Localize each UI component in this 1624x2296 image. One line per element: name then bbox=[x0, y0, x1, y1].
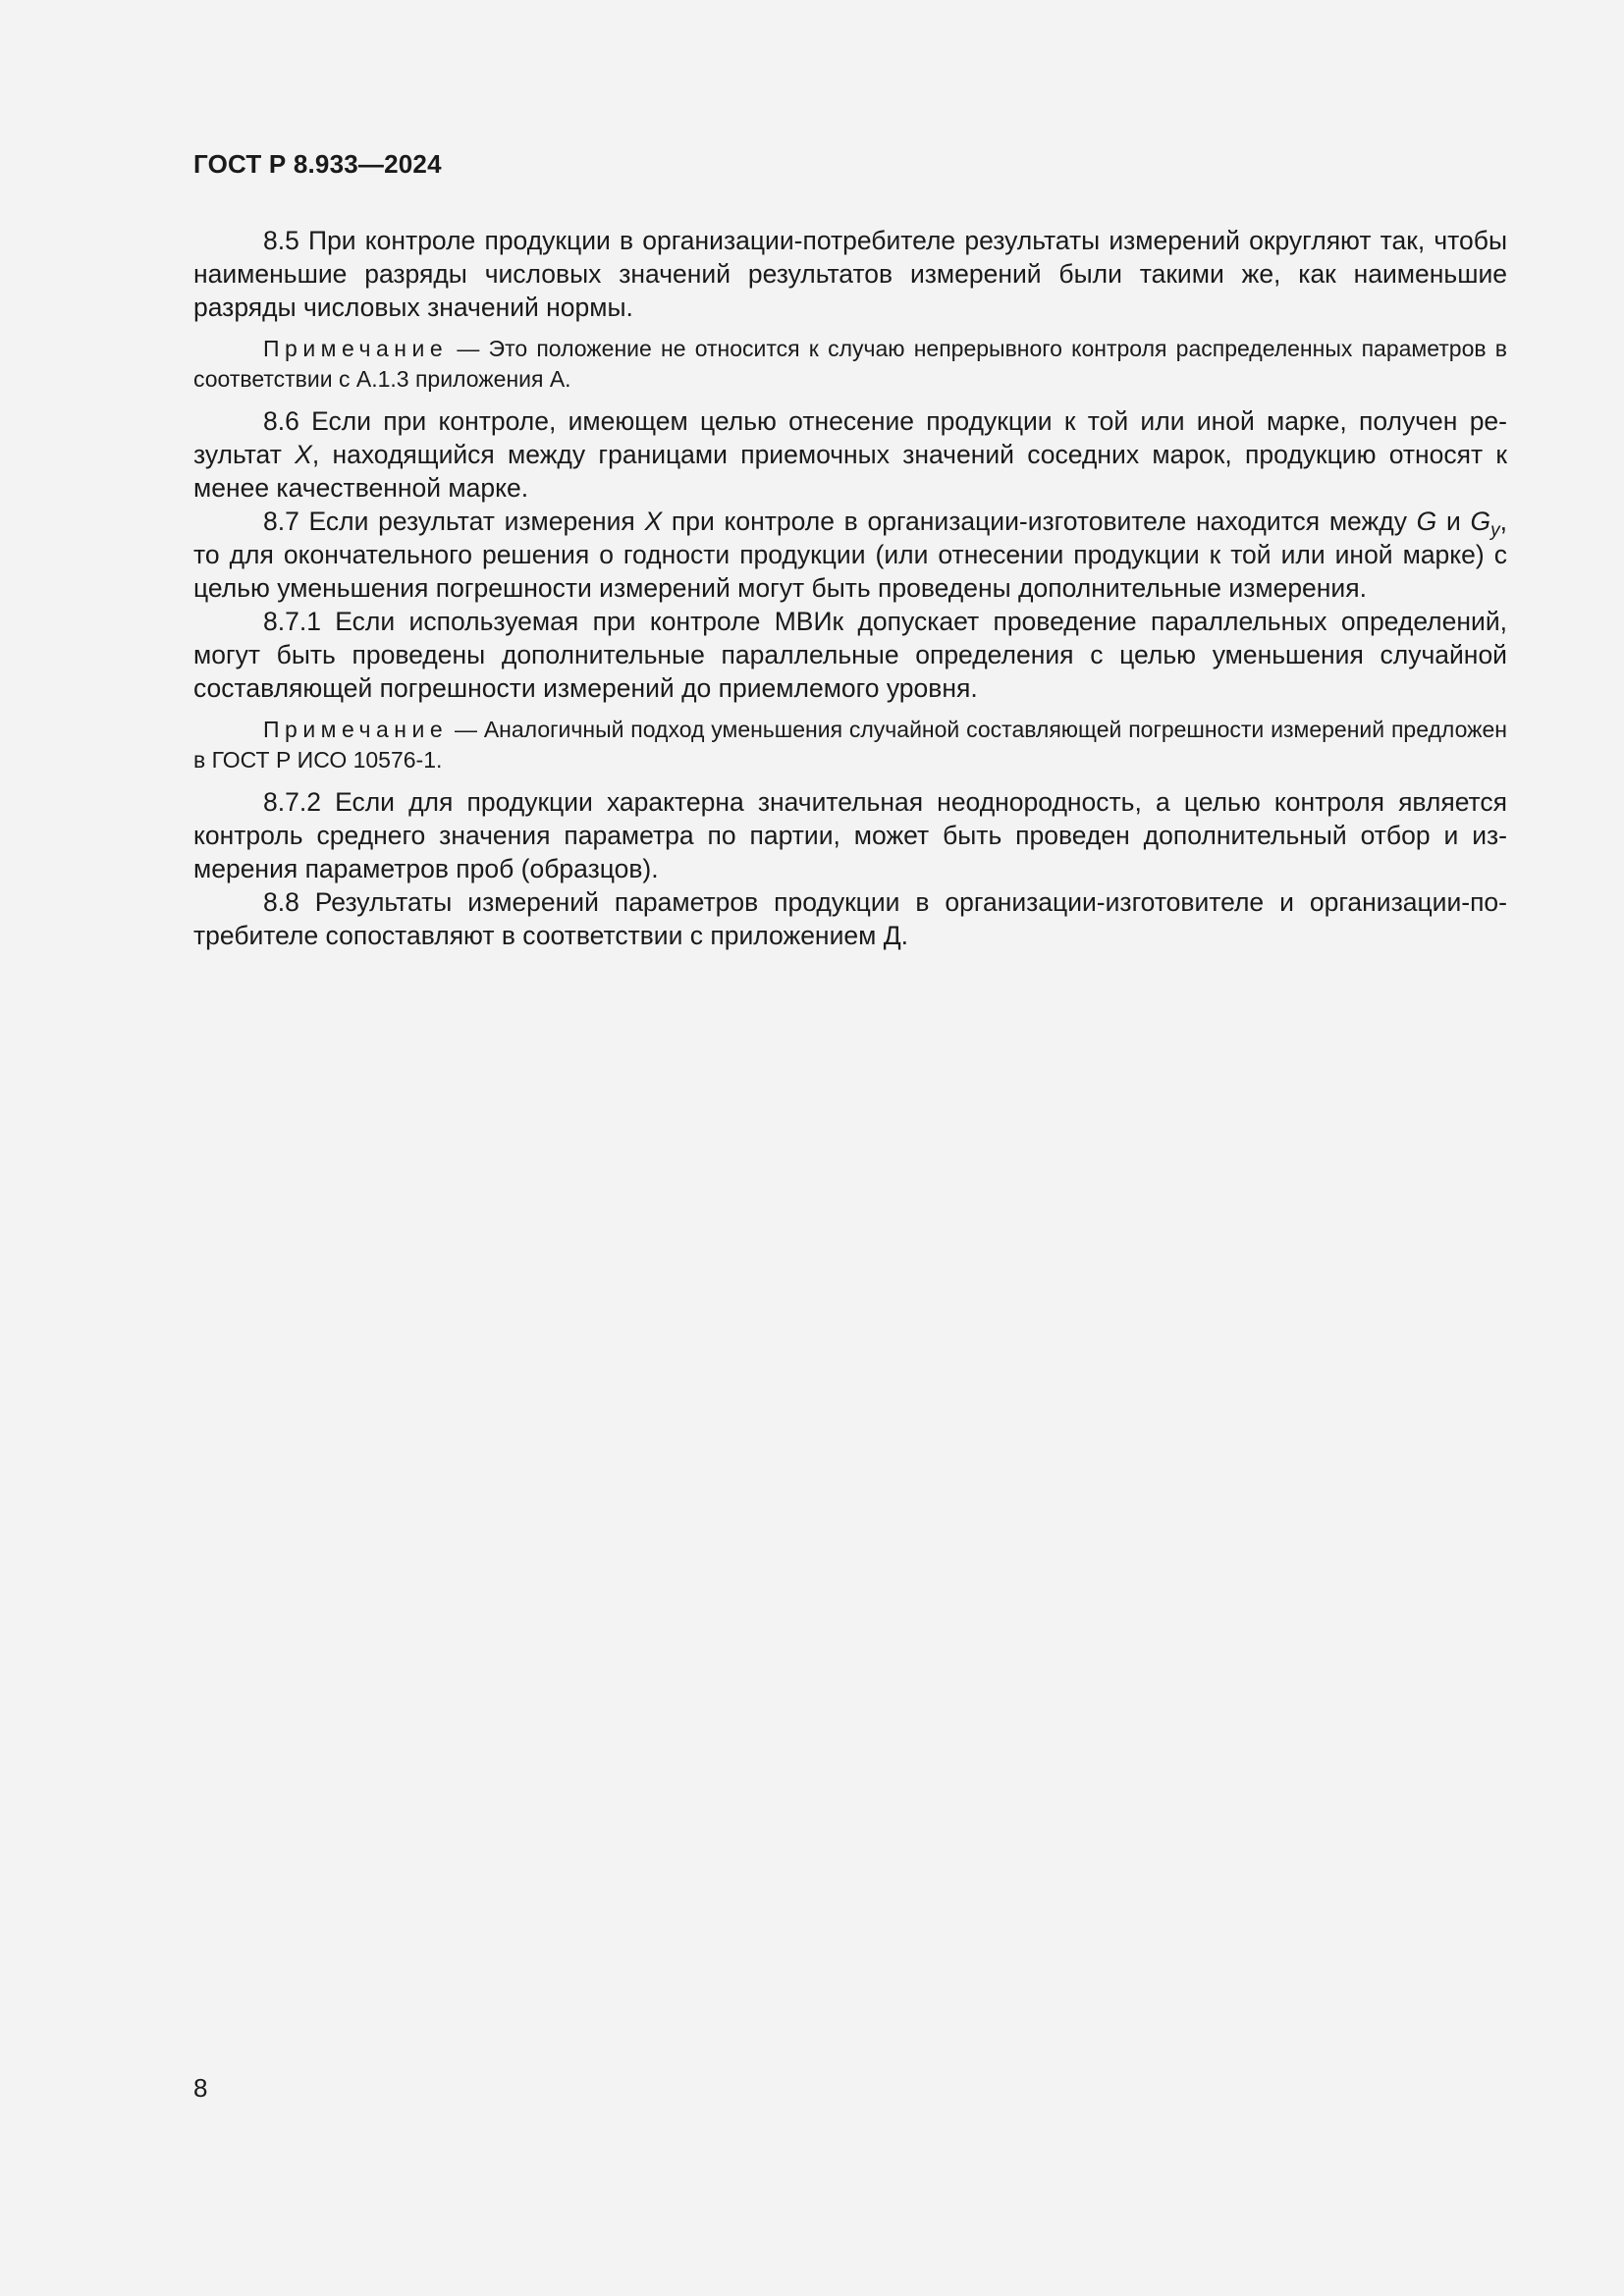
paragraph-8-7-part-d: , то для окончательного решения о годности продукции (или отнесении продукции к той или иной марке) с целью уменьшения погрешности измерений могут быть проведены дополнительные измерения. bbox=[193, 507, 1507, 603]
paragraph-8-7-2: 8.7.2 Если для продукции характерна значительная неоднородность, а целью контроля является контроль среднего значения параметра по партии, может быть проведен дополнительный отбор и измерения параметров проб (образцов). bbox=[193, 787, 1507, 883]
document-header: ГОСТ Р 8.933—2024 bbox=[193, 149, 442, 179]
paragraph-8-6-part-b: , находящийся между границами приемочных значений соседних марок, продукцию относят к менее качественной марке. bbox=[193, 440, 1507, 503]
paragraph-8-7-1: 8.7.1 Если используемая при контроле МВИк допускает проведение параллельных определений, могут быть проведены дополнительные параллельные определения с целью уменьшения случайной составляющей погрешности измерений до приемлемого уровня. bbox=[193, 607, 1507, 703]
variable-gy-subscript: y bbox=[1490, 520, 1500, 541]
page-number: 8 bbox=[193, 2073, 208, 2103]
paragraph-8-5: 8.5 При контроле продукции в организации-потребителе результаты измерений округляют так, чтобы наименьшие разряды числовых значений результатов измерений были такими же, как наименьшие разряды числовых значений нормы. bbox=[193, 226, 1507, 322]
note-2-text: — Аналогичный подход уменьшения случайной составляющей погрешности измерений предложен в ГОСТ Р ИСО 10576-1. bbox=[193, 717, 1507, 773]
variable-x: X bbox=[295, 440, 312, 469]
variable-g: G bbox=[1416, 507, 1437, 536]
note-2 bbox=[193, 715, 1507, 775]
variable-gy: G bbox=[1470, 507, 1491, 536]
document-body bbox=[193, 224, 1507, 952]
note-2-label: Примечание bbox=[263, 717, 449, 742]
note-1 bbox=[193, 334, 1507, 395]
paragraph-8-7-part-b: при контроле в организации-изготовителе находится между bbox=[662, 507, 1417, 536]
note-1-label: Примечание bbox=[263, 336, 449, 361]
variable-x: X bbox=[644, 507, 663, 536]
note-1-text: — Это положение не относится к случаю непрерывного контроля распределенных параметров в соответствии с А.1.3 приложения А. bbox=[193, 336, 1507, 392]
paragraph-8-6 bbox=[193, 404, 1507, 505]
paragraph-8-7 bbox=[193, 505, 1507, 605]
paragraph-8-8: 8.8 Результаты измерений параметров продукции в организации-изготовителе и организации-потребителе сопоставляют в соответствии с приложением Д. bbox=[193, 887, 1507, 950]
paragraph-8-7-part-c: и bbox=[1436, 507, 1471, 536]
paragraph-8-6-part-a: 8.6 Если при контроле, имеющем целью отнесение продукции к той или иной марке, получен результат bbox=[193, 406, 1507, 469]
paragraph-8-7-part-a: 8.7 Если результат измерения bbox=[263, 507, 645, 536]
